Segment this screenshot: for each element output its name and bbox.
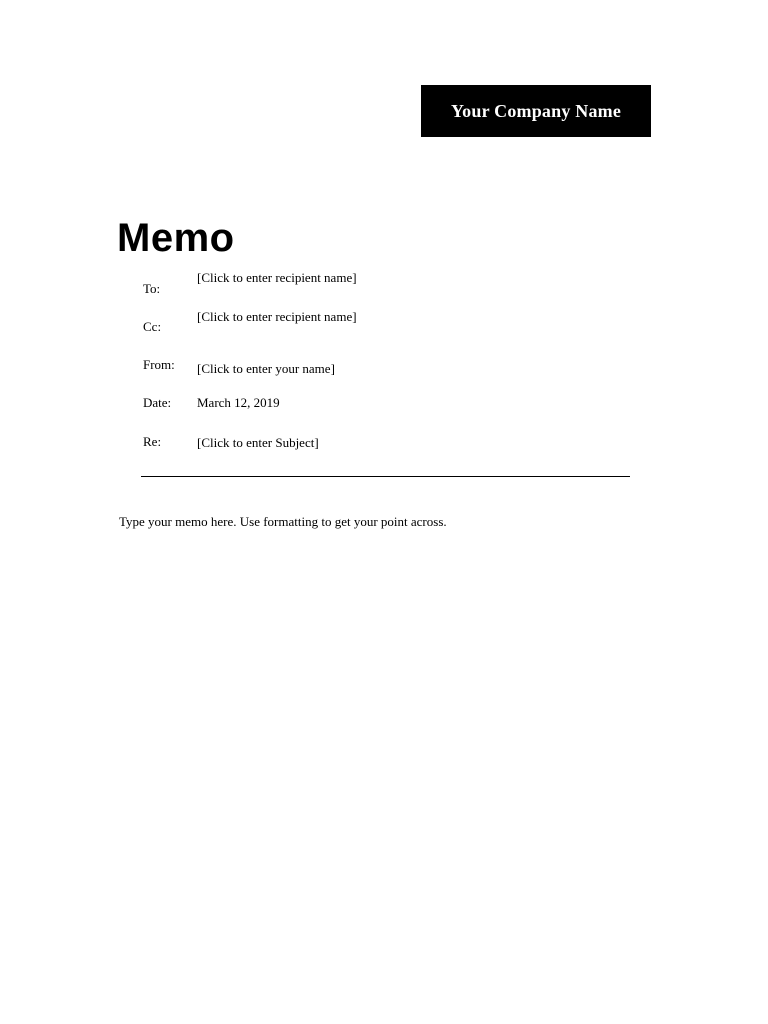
memo-body[interactable]: Type your memo here. Use formatting to get your point across. xyxy=(119,514,447,529)
subject-field[interactable]: [Click to enter Subject] xyxy=(197,435,319,450)
from-label: From: xyxy=(143,357,175,372)
company-name[interactable]: Your Company Name xyxy=(450,100,622,121)
memo-title: Memo xyxy=(117,216,235,260)
date-field[interactable]: March 12, 2019 xyxy=(197,395,280,410)
header-divider xyxy=(141,476,630,477)
re-label: Re: xyxy=(143,434,162,449)
cc-label: Cc: xyxy=(143,319,162,334)
date-label: Date: xyxy=(143,395,172,410)
cc-field[interactable]: [Click to enter recipient name] xyxy=(197,309,357,324)
to-label: To: xyxy=(143,281,161,296)
company-name-box xyxy=(421,85,651,137)
from-field[interactable]: [Click to enter your name] xyxy=(197,361,335,376)
to-field[interactable]: [Click to enter recipient name] xyxy=(197,270,357,285)
